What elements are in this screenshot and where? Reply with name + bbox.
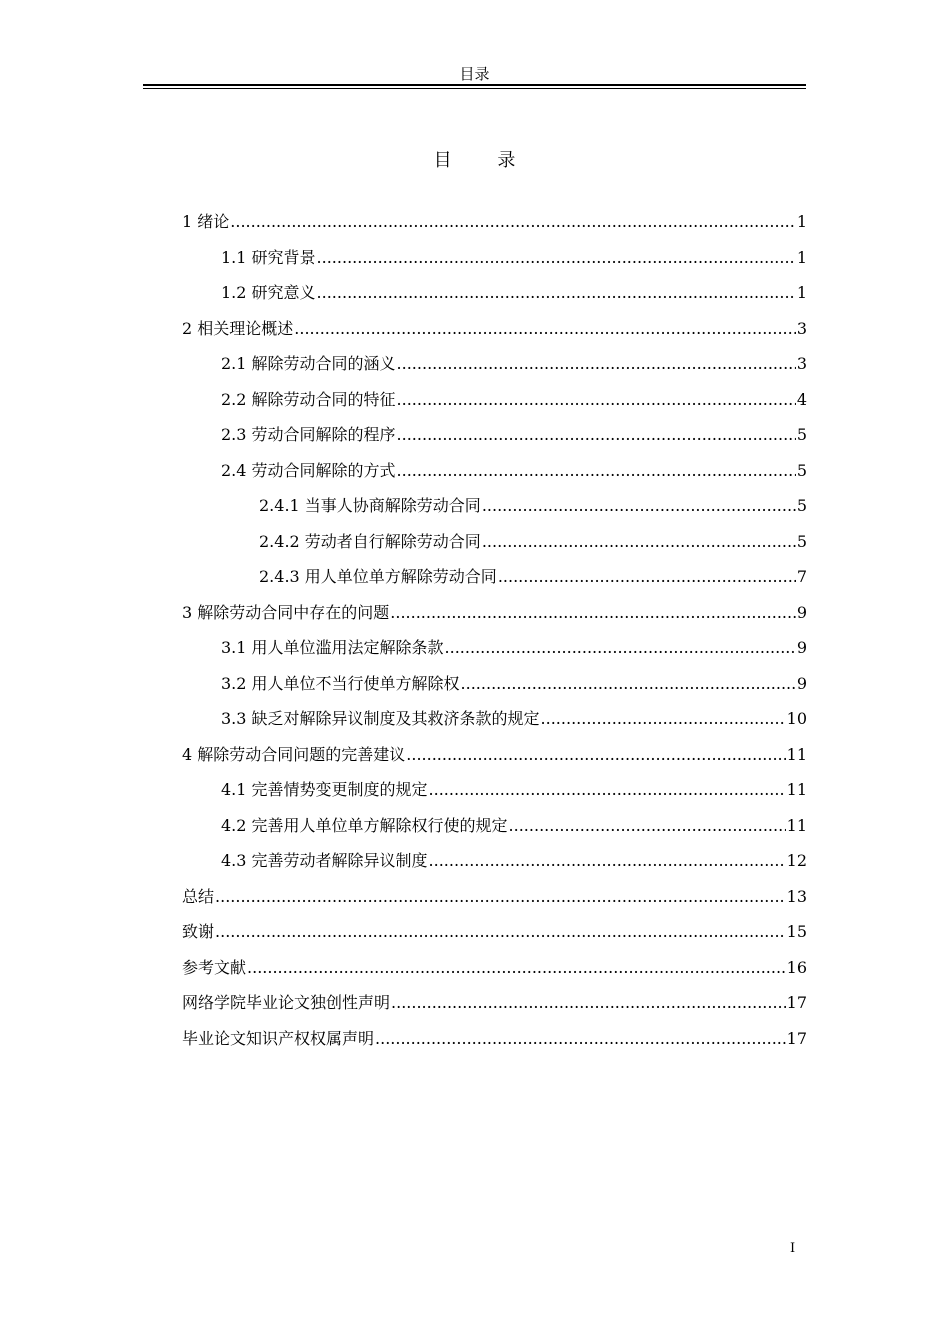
- toc-dot-leader: [397, 453, 796, 489]
- toc-entry-page: 5: [796, 531, 807, 551]
- toc-entry-label: 4.2 完善用人单位单方解除权行使的规定: [221, 815, 508, 835]
- toc-dot-leader: [397, 346, 796, 382]
- toc-entry[interactable]: [182, 772, 807, 808]
- toc-entry-label: 2.1 解除劳动合同的涵义: [221, 354, 396, 373]
- toc-entry[interactable]: [182, 1021, 807, 1057]
- toc-dot-leader: [397, 417, 796, 453]
- toc-entry-label: 2.3 劳动合同解除的程序: [221, 425, 396, 444]
- toc-entry[interactable]: [182, 985, 807, 1021]
- toc-dot-leader: [317, 275, 796, 311]
- toc-entry[interactable]: [182, 204, 807, 240]
- toc-entry-label: 2.4 劳动合同解除的方式: [221, 460, 396, 480]
- toc-entry-page: 13: [786, 886, 807, 906]
- toc-dot-leader: [375, 1021, 786, 1057]
- toc-title: 目 录: [433, 150, 536, 171]
- toc-entry[interactable]: [182, 488, 807, 524]
- table-of-contents: [182, 204, 807, 1056]
- toc-dot-leader: [541, 701, 786, 737]
- toc-entry[interactable]: [182, 630, 807, 666]
- toc-entry[interactable]: [182, 595, 807, 631]
- page-number: I: [790, 1241, 796, 1256]
- toc-entry[interactable]: [182, 559, 807, 595]
- toc-entry[interactable]: [182, 950, 807, 986]
- toc-dot-leader: [391, 985, 786, 1021]
- toc-entry-label: 3.1 用人单位滥用法定解除条款: [221, 638, 444, 657]
- toc-entry[interactable]: [182, 808, 807, 844]
- toc-entry[interactable]: [182, 524, 807, 560]
- toc-entry-label: 4.3 完善劳动者解除异议制度: [221, 851, 428, 870]
- toc-entry[interactable]: [182, 914, 807, 950]
- toc-dot-leader: [482, 488, 796, 524]
- toc-entry-page: 11: [786, 744, 807, 764]
- toc-dot-leader: [406, 737, 785, 773]
- toc-entry-page: 9: [796, 602, 807, 622]
- toc-dot-leader: [317, 240, 796, 276]
- toc-entry-label: 2.4.2 劳动者自行解除劳动合同: [259, 531, 481, 551]
- toc-entry-label: 3.2 用人单位不当行使单方解除权: [221, 673, 460, 693]
- toc-entry[interactable]: [182, 737, 807, 773]
- toc-entry-page: 5: [796, 460, 807, 480]
- toc-entry-page: 17: [786, 1028, 807, 1048]
- toc-entry-page: 4: [796, 389, 807, 409]
- toc-entry-label: 网络学院毕业论文独创性声明: [182, 993, 391, 1012]
- toc-dot-leader: [429, 843, 786, 879]
- toc-entry-page: 16: [786, 957, 807, 977]
- toc-entry-page: 7: [796, 567, 807, 586]
- toc-dot-leader: [247, 950, 786, 986]
- toc-entry-page: 3: [796, 354, 807, 373]
- toc-entry[interactable]: [182, 666, 807, 702]
- toc-entry-label: 1.1 研究背景: [221, 247, 316, 267]
- toc-entry-label: 3 解除劳动合同中存在的问题: [182, 602, 390, 622]
- toc-entry-label: 1.2 研究意义: [221, 283, 316, 302]
- toc-entry-label: 毕业论文知识产权权属声明: [182, 1028, 375, 1048]
- toc-entry-page: 12: [786, 851, 807, 870]
- toc-entry-page: 15: [786, 922, 807, 941]
- toc-entry-label: 致谢: [182, 922, 215, 941]
- toc-entry-page: 17: [786, 993, 807, 1012]
- header-double-rule: [143, 84, 806, 89]
- toc-entry-label: 2.4.3 用人单位单方解除劳动合同: [259, 567, 497, 586]
- toc-entry-page: 1: [796, 247, 807, 267]
- toc-entry[interactable]: [182, 701, 807, 737]
- toc-dot-leader: [230, 204, 796, 240]
- toc-entry-label: 2.2 解除劳动合同的特征: [221, 389, 396, 409]
- toc-entry-page: 1: [796, 212, 807, 231]
- toc-entry-label: 1 绪论: [182, 212, 230, 231]
- toc-dot-leader: [294, 311, 796, 347]
- toc-dot-leader: [215, 914, 786, 950]
- toc-entry-label: 2.4.1 当事人协商解除劳动合同: [259, 496, 481, 515]
- toc-dot-leader: [482, 524, 796, 560]
- toc-entry[interactable]: [182, 240, 807, 276]
- toc-entry-label: 4.1 完善情势变更制度的规定: [221, 780, 428, 799]
- toc-entry[interactable]: [182, 879, 807, 915]
- toc-entry[interactable]: [182, 346, 807, 382]
- toc-entry-page: 9: [796, 673, 807, 693]
- toc-dot-leader: [397, 382, 796, 418]
- toc-entry-page: 10: [786, 709, 807, 728]
- toc-entry-label: 2 相关理论概述: [182, 318, 294, 338]
- running-header: 目录: [459, 65, 490, 83]
- toc-entry-label: 3.3 缺乏对解除异议制度及其救济条款的规定: [221, 709, 540, 728]
- toc-dot-leader: [390, 595, 796, 631]
- toc-entry[interactable]: [182, 275, 807, 311]
- toc-dot-leader: [215, 879, 786, 915]
- toc-entry-label: 4 解除劳动合同问题的完善建议: [182, 744, 406, 764]
- toc-entry-label: 总结: [182, 886, 215, 906]
- toc-dot-leader: [429, 772, 786, 808]
- toc-dot-leader: [509, 808, 786, 844]
- toc-entry-page: 5: [796, 496, 807, 515]
- toc-entry[interactable]: [182, 311, 807, 347]
- toc-entry[interactable]: [182, 843, 807, 879]
- toc-entry-page: 9: [796, 638, 807, 657]
- toc-entry-label: 参考文献: [182, 957, 247, 977]
- toc-dot-leader: [445, 630, 796, 666]
- toc-entry-page: 5: [796, 425, 807, 444]
- toc-entry-page: 1: [796, 283, 807, 302]
- toc-entry[interactable]: [182, 382, 807, 418]
- toc-entry[interactable]: [182, 453, 807, 489]
- toc-dot-leader: [461, 666, 796, 702]
- toc-entry-page: 11: [786, 780, 807, 799]
- toc-entry[interactable]: [182, 417, 807, 453]
- toc-entry-page: 11: [786, 815, 807, 835]
- toc-dot-leader: [498, 559, 796, 595]
- toc-entry-page: 3: [796, 318, 807, 338]
